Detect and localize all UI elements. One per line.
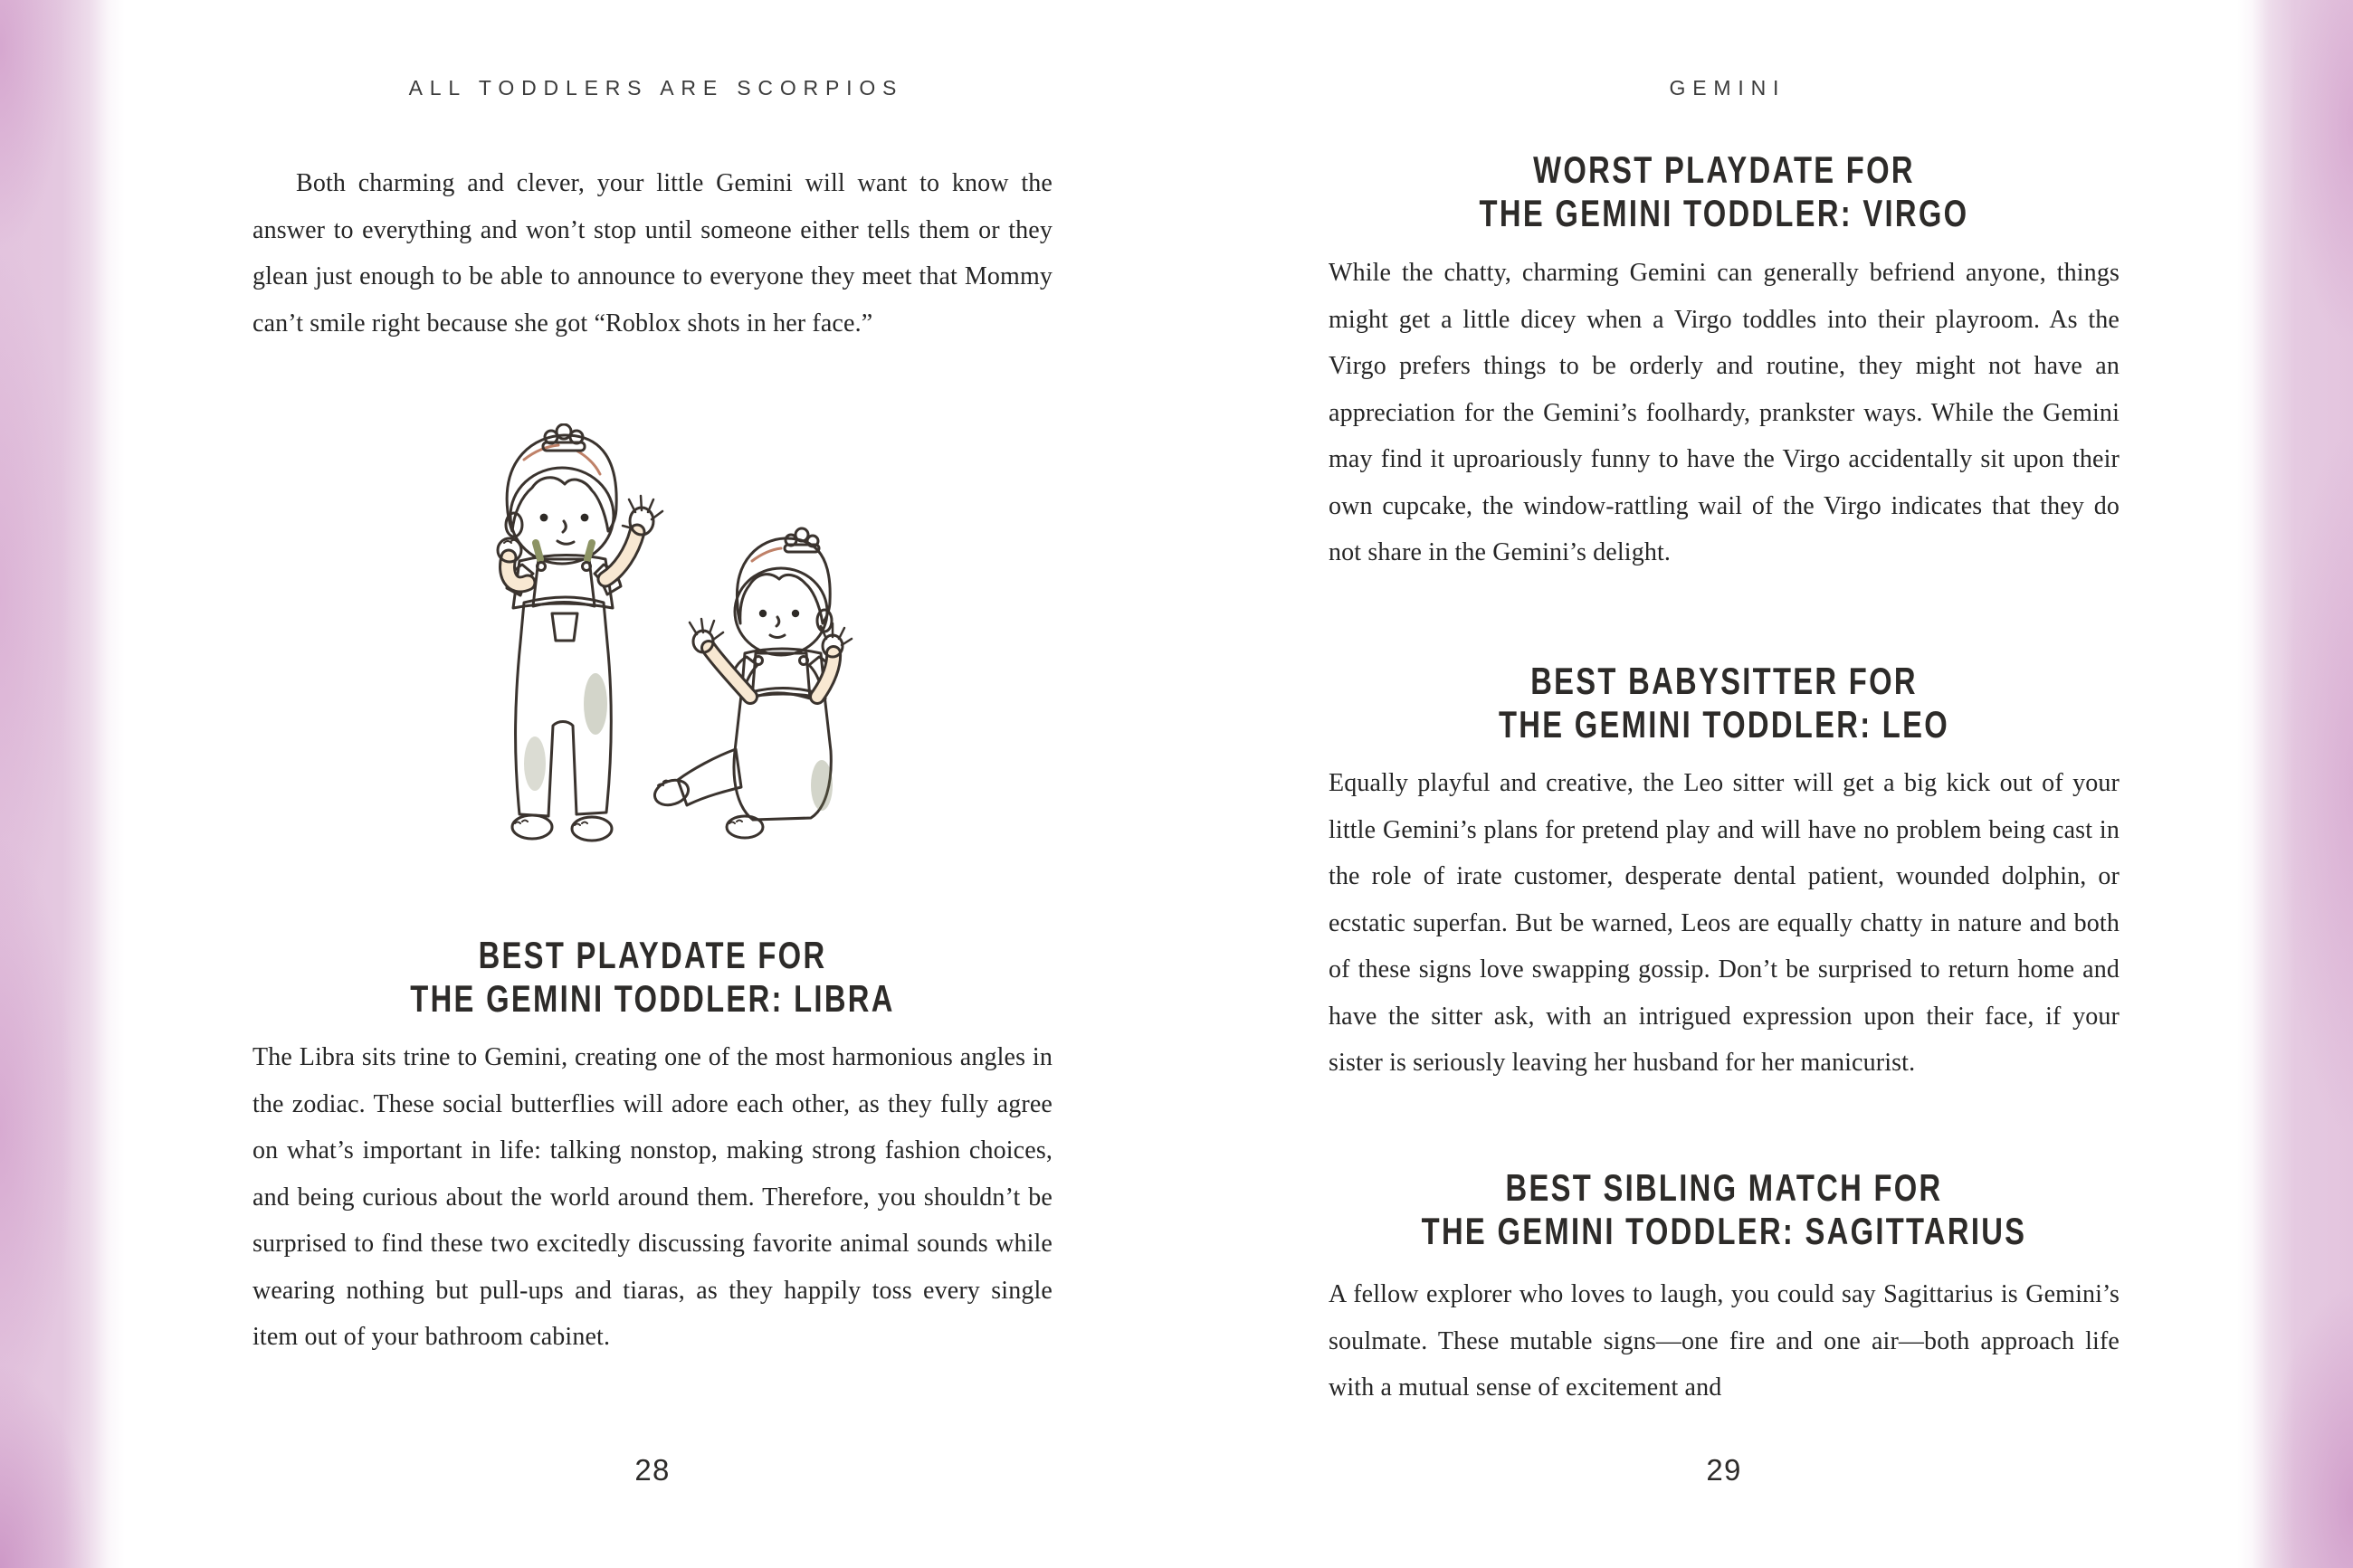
heading-line: BEST BABYSITTER FOR bbox=[1530, 660, 1918, 702]
toddlers-illustration bbox=[372, 423, 933, 926]
page-number-left: 28 bbox=[634, 1453, 671, 1487]
running-head-right: GEMINI bbox=[1669, 76, 1786, 100]
heading-line: THE GEMINI TODDLER: VIRGO bbox=[1479, 192, 1969, 234]
section-heading-leo bbox=[1329, 660, 2120, 746]
running-head-left: ALL TODDLERS ARE SCORPIOS bbox=[408, 76, 904, 100]
section-paragraph-virgo: While the chatty, charming Gemini can generally befriend anyone, things might get a little dicey when a Virgo toddles into their playroom. As the Virgo prefers things to be orderly and routine, they might not have an appreciation for the Gemini’s foolhardy, prankster ways. While the Gemini may find it uproariously funny to have the Virgo accidentally sit upon their own cupcake, the window-rattling wail of the Virgo indicates that they do not share in the Gemini’s delight. bbox=[1329, 259, 2120, 566]
right-page bbox=[1329, 0, 2120, 1568]
section-heading-libra bbox=[252, 934, 1053, 1021]
heading-line: WORST PLAYDATE FOR bbox=[1533, 148, 1915, 191]
page-number-right: 29 bbox=[1706, 1453, 1742, 1487]
watercolor-border-right bbox=[2237, 0, 2353, 1568]
section-paragraph-sagittarius: A fellow explorer who loves to laugh, you could say Sagittarius is Gemini’s soulmate. These mutable signs—one fire and one air—both approach life with a mutual sense of excitement and bbox=[1329, 1280, 2120, 1402]
heading-line: BEST SIBLING MATCH FOR bbox=[1505, 1166, 1943, 1209]
left-page bbox=[252, 0, 1053, 1568]
heading-line: THE GEMINI TODDLER: LEO bbox=[1498, 703, 1950, 746]
sitting-toddler bbox=[652, 528, 852, 838]
section-paragraph-libra: The Libra sits trine to Gemini, creating one of the most harmonious angles in the zodiac. These social butterflies will adore each other, as they fully agree on what’s important in life: talking nonstop, making strong fashion choices, and being curious about the world around them. Therefore, you shouldn’t be surprised to find these two excitedly discussing favorite animal sounds while wearing nothing but pull-ups and tiaras, as they happily toss every single item out of your bathroom cabinet. bbox=[252, 1043, 1053, 1351]
standing-toddler bbox=[498, 424, 662, 841]
intro-paragraph: Both charming and clever, your little Gemini will want to know the answer to everything and won’t stop until someone either tells them or they glean just enough to be able to announce to everyone they meet that Mommy can’t smile right because she got “Roblox shots in her face.” bbox=[252, 169, 1053, 337]
section-heading-virgo bbox=[1329, 148, 2120, 235]
heading-line: THE GEMINI TODDLER: SAGITTARIUS bbox=[1421, 1210, 2027, 1252]
section-paragraph-leo: Equally playful and creative, the Leo sitter will get a big kick out of your little Gemini’s plans for pretend play and will have no problem being cast in the role of irate customer, desperate dental patient, wounded dolphin, or ecstatic superfan. But be warned, Leos are equally chatty in nature and both of these signs love swapping gossip. Don’t be surprised to return home and have the sitter ask, with an intrigued expression upon their face, if your sister is seriously leaving her husband for her manicurist. bbox=[1329, 769, 2120, 1077]
watercolor-border-left bbox=[0, 0, 125, 1568]
heading-line: BEST PLAYDATE FOR bbox=[478, 934, 827, 976]
section-heading-sagittarius bbox=[1329, 1166, 2120, 1253]
heading-line: THE GEMINI TODDLER: LIBRA bbox=[410, 977, 895, 1020]
